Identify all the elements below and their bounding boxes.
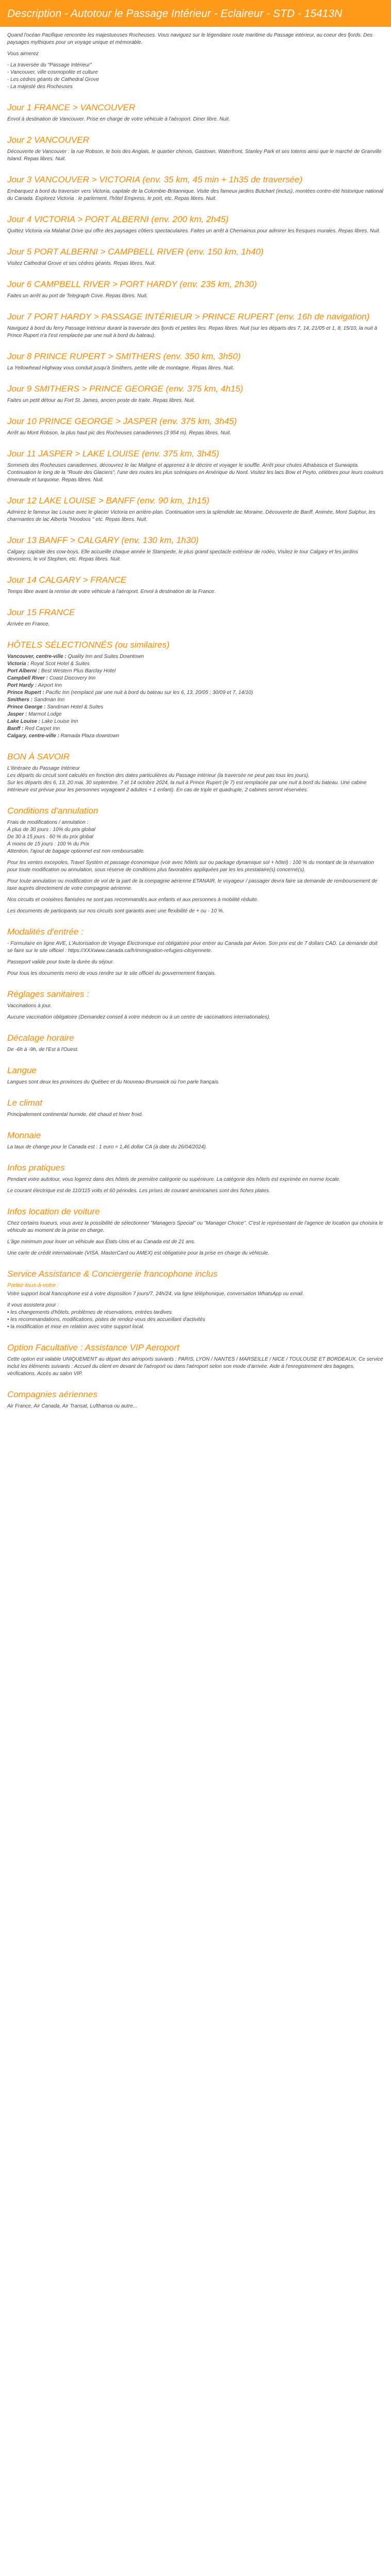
day-title: Jour 3 VANCOUVER > VICTORIA (env. 35 km, 45 min + 1h35 de traversée) [7, 175, 303, 184]
service-para: Votre support local francophone est à votre disposition 7 jours/7, 24h/24, via ligne téléphonique, conversation WhatsApp ou email. [7, 1291, 304, 1297]
service-title: Service Assistance & Conciergerie francophone inclus [7, 1269, 218, 1279]
list-item: - La traversée du "Passage Intérieur" [7, 62, 92, 68]
hotel-city: Prince Rupert : [7, 690, 44, 696]
location-para: L'âge minimum pour louer un véhicule aux États-Unis et au Canada est de 21 ans. [7, 1239, 196, 1245]
conditions-para: Les documents de participants sur nos circuits sont garantis avec une flexibilité de + ou - 10 %. [7, 908, 224, 914]
hotel-item [7, 668, 384, 675]
day-text: Admirez le fameux lac Louise avec le glacier Victoria en arrière-plan. Continuation vers la splendide lac Moraine. Découverte de Banff. Animée, Mont Sulphur, les charmantes de lac Alberta "Hoodoos " etc. Repas libres. Nuit. [7, 510, 376, 522]
hotel-item [7, 704, 384, 711]
langue-title: Langue [7, 1065, 37, 1075]
day-title: Jour 15 FRANCE [7, 607, 75, 617]
hotel-name: Marmot Lodge [28, 711, 62, 717]
hotel-item [7, 653, 384, 660]
hotel-city: Port Alberni : [7, 668, 40, 674]
formalites-title: Modalités d'entrée : [7, 927, 84, 937]
intro-text: Quand l'océan Pacifique rencontre les majestueuses Rocheuses. Vous naviguez sur le légendaire route maritime du Passage intérieur, au coeur des fjords. Des paysages mythiques pour un voyage unique et mémorable. [7, 32, 373, 45]
hotel-city: Victoria : [7, 661, 29, 667]
hotel-city: Campbell River : [7, 675, 48, 681]
hotel-city: Banff : [7, 726, 24, 732]
day-title: Jour 11 JASPER > LAKE LOUISE (env. 375 km, 3h45) [7, 449, 219, 459]
hotel-name: Coast Discovery Inn [49, 675, 96, 681]
hotel-item [7, 682, 384, 689]
hotel-city: Vancouver, centre-ville : [7, 654, 67, 659]
infos-para: Le courant électrique est de 110/115 volts et 60 périodes. Les prises de courant américaines sont des fiches plates. [7, 1188, 270, 1194]
day-title: Jour 8 PRINCE RUPERT > SMITHERS (env. 350 km, 3h50) [7, 351, 241, 361]
conditions-title: Conditions d'annulation [7, 806, 99, 816]
conditions-para: Nos circuits et croisières flanisées ne sont pas recommandés aux enfants et aux personnes à mobilité réduite. [7, 897, 258, 903]
hotel-name: Red Carpet Inn [25, 726, 60, 732]
hotel-name: Airport Inn [38, 683, 62, 688]
day-title: Jour 10 PRINCE GEORGE > JASPER (env. 375 km, 3h45) [7, 416, 237, 426]
hotel-name: Sandman Inn [34, 697, 65, 703]
hotel-city: Port Hardy : [7, 683, 37, 688]
conditions-body [7, 819, 384, 915]
hotel-city: Smithers : [7, 697, 32, 703]
horaire-title: Décalage horaire [7, 1033, 74, 1043]
list-item: - Vancouver, ville cosmopolite et culture [7, 70, 98, 75]
formalites-para: Pour tous les documents merci de vous rendre sur le site officiel du gouvernement français. [7, 971, 216, 976]
day-text: Faites un arrêt au port de Telegraph Cove. Repas libres. Nuit. [7, 293, 148, 299]
hotel-item [7, 660, 384, 668]
hotel-item [7, 697, 384, 704]
day-text: Calgary, capitale des cow-boys. Elle accueille chaque année le Stampede, le plus grand spectacle extérieur de rodéo. Visitez le tour Calgary et les jardins devoniens, le vol Stephen, etc. Repas libres. Nuit. [7, 549, 359, 562]
infos-para: Pendant votre autotour, vous logerez dans des hôtels de première catégorie ou supérieure. La catégorie des hôtels est exprimée en norme locale. [7, 1177, 340, 1182]
day-text: Naviguez à bord du ferry Passage Intérieur durant la traversée des fjords et petites îles. Repas libres. Nuit (sur les départs des 7, 14, 21/05 et 1, 8, 15/10, la nuit à Prince Rupert n'a t'est remplacée par une nuit à bord du bateau). [7, 326, 378, 338]
list-item: - Les cèdres géants de Cathedral Grove [7, 77, 99, 82]
hotel-item [7, 733, 384, 740]
service-para: Il vous assistera pour : • les changements d'hôtels, problèmes de réservations, entrées tardives • les recommandations, modifications, pistes de rendez-vous des accueillant d'activités • la modification et mise en relation avec votre support local. [7, 1302, 205, 1330]
conditions-para: Pour toute annulation ou modification de vol de la part de la compagnie aérienne ETANAIR, le voyageur / passager devra faire sa demande de remboursement de taxe auprès directement de votre compagnie aérienne. [7, 878, 378, 891]
page-title: Description - Autotour le Passage Intérieur - Eclaireur - STD - 15413N [7, 8, 343, 20]
vip-title: Option Facultative : Assistance VIP Aeroport [7, 1343, 180, 1352]
compagnies-text: Air France, Air Canada, Air Transat, Lufthansa ou autre... [7, 1403, 137, 1409]
day-title: Jour 7 PORT HARDY > PASSAGE INTÉRIEUR > PRINCE RUPERT (env. 16h de navigation) [7, 312, 370, 321]
hotel-item [7, 689, 384, 697]
hotel-item [7, 718, 384, 725]
day-title: Jour 9 SMITHERS > PRINCE GEORGE (env. 375 km, 4h15) [7, 384, 243, 394]
conditions-para: Pour les ventes excepoles, Travel Systèm et passage économique (voir avec hôtels sur ou package dynamique sol + hôtel) : 100 % du montant de la réservation pour toute modification ou annulation, sous réserve de conditions plus favorables appliquées par les les prestataire(s) concerné(s). [7, 860, 374, 873]
day-text: Sommets des Rocheuses canadiennes, découvrez le lac Maligne et apprenez à le décrire et voyager le souffle. Arrêt pour chutes Athabasca et Sunwapta. Continuation le long de la "Route des Glaciers", l'une des routes les plus scéniques en Amérique du Nord. Visitez les lacs Bow et Peyto, célèbres pour leurs couleurs émeraude et turquoise. Repas libres. Nuit. [7, 463, 384, 483]
monnaie-title: Monnaie [7, 1130, 41, 1140]
day-text: Arrivée en France. [7, 621, 50, 627]
bon-savoir-text: L'itinéraire du Passage Intérieur Les départs du circuit sont calculés en fonction des dates particulières du Passage intérieur (la traversée ne peut pas tous les jours). Sur les départs des 6, 13, 20 mai, 30 septembre, 7 et 14 octobre 2024, la nuit à Prince Rupert (le 7) est remplacée par une nuit à bord du bateau. Une cabine intérieure est prévue pour les personnes voyageant 2 adultes + 1 enfant). En cas de triple et quadruple, 2 cabines seront réservées. [7, 766, 367, 793]
hotel-city: Lake Louise : [7, 719, 40, 724]
content [0, 27, 391, 1425]
day-title: Jour 1 FRANCE > VANCOUVER [7, 103, 135, 112]
itinerary [7, 102, 384, 628]
climat-title: Le climat [7, 1098, 43, 1108]
hotel-city: Prince George : [7, 704, 46, 710]
horaire-text: De -6h à -9h, de l'Est à l'Ouest. [7, 1047, 79, 1053]
location-title: Infos location de voiture [7, 1207, 100, 1216]
day-text: Temps libre avant la remise de votre véhicule à l'aéroport. Envol à destination de la France. [7, 589, 216, 595]
day-text: Embarquez à bord du traversier vers Victoria, capitale de la Colombie-Britannique. Visite des fameux jardins Butchart (inclus), montées contre-été historique national du Canada. Explorez Victoria : le parlement, l'hôtel Empress, le port, etc. Repas libres. Nuit. [7, 189, 383, 201]
langue-text: Langues sont deux les provinces du Québec et du Nouveau-Brunswick où l'on parle français. [7, 1079, 220, 1085]
formalites-para: Passeport valide pour toute la durée du séjour. [7, 959, 114, 965]
day-text: Visitez Cathedral Grove et ses cèdres géants. Repas libres. Nuit. [7, 261, 156, 266]
day-text: Arrêt au Mont Robson, la plus haut pic des Rocheuses canadiennes (3 954 m). Repas libres. Nuit. [7, 430, 232, 436]
service-subtitle: Parlez-tous-à-votre : [7, 1282, 59, 1289]
list-item: - La majesté des Rocheuses [7, 84, 73, 90]
reglages-title: Réglages sanitaires : [7, 989, 89, 999]
vip-text: Cette option est valable UNIQUEMENT au départ des aéroports suivants : PARIS, LYON / NANTES / MARSEILLE / NICE / TOULOUSE ET BORDEAUX. Ce service inclut les éléments suivants : Accueil du client en devant de l'aéroport ou dans l'aéroport selon son mode d'arrivée. Aide à l'enregistrement des bagages, vérifications. Accès au salon VIP. [7, 1357, 383, 1377]
day-title: Jour 13 BANFF > CALGARY (env. 130 km, 1h30) [7, 535, 199, 545]
climat-text: Principalement continental humide, été chaud et hiver froid. [7, 1112, 143, 1117]
hotel-name: Sandman Hotel & Suites [47, 704, 104, 710]
day-title: Jour 14 CALGARY > FRANCE [7, 575, 127, 585]
day-title: Jour 2 VANCOUVER [7, 135, 89, 145]
hotel-item [7, 675, 384, 682]
conditions-para: Frais de modifications / annulation : À plus de 30 jours : 10% du prix global De 30 à 15 jours : 60 % du prix global À moins de 15 jours : 100 % du Prix Attention, l'ajout de bagage optionnel est non remboursable. [7, 820, 145, 854]
likes-heading: Vous aimerez [7, 51, 39, 57]
hotel-name: Best Western Plus Barclay Hotel [41, 668, 116, 674]
likes-list [7, 62, 384, 91]
hotel-city: Jasper : [7, 711, 27, 717]
day-title: Jour 6 CAMPBELL RIVER > PORT HARDY (env. 235 km, 2h30) [7, 279, 257, 289]
day-text: Envol à destination de Vancouver. Prise en charge de votre véhicule à l'aéroport. Diner libre. Nuit. [7, 116, 230, 122]
hotel-name: Quality Inn and Suites Downtown [68, 654, 144, 659]
day-title: Jour 5 PORT ALBERNI > CAMPBELL RIVER (env. 150 km, 1h40) [7, 247, 264, 257]
day-text: Quittez Victoria via Malahat Drive qui offre des paysages côtiers spectaculaires. Faites un arrêt à Chemainus pour admirer les fresques murales. Repas libres. Nuit. [7, 228, 381, 234]
hotels-list [7, 653, 384, 740]
hotel-name: Lake Louise Inn [41, 719, 78, 724]
reglages-para: Vaccinations à jour. [7, 1003, 52, 1009]
bon-savoir-title: BON À SAVOIR [7, 752, 70, 761]
hotel-name: Pacific Inn (remplacé par une nuit à bord du bateau sur les 6, 13, 20/05 ; 30/09 et 7, 14/10) [45, 690, 253, 696]
hotel-city: Calgary, centre-ville : [7, 733, 59, 739]
infos-title: Infos pratiques [7, 1163, 65, 1173]
hotel-item [7, 711, 384, 718]
formalites-para: - Formulaire en ligne AVE, L'Autorisation de Voyage Électronique est obligatoire pour entrer au Canada par Avion. Son prix est de 7 dollars CAD. La demande doit se faire sur le site officiel : https://XXXwww.canada.ca/fr/immigration-refugies-citoyennete. [7, 941, 378, 954]
day-text: Faites un petit détour au Fort St. James, ancien poste de traite. Repas libres. Nuit. [7, 398, 196, 403]
compagnies-title: Compagnies aériennes [7, 1389, 97, 1399]
location-para: Chez certains loueurs, vous avez la possibilité de sélectionner "Managers Special" ou "Manager Choice". C'est le représentant de l'agence de location qui choisira le véhicule au moment de la prise en charge. [7, 1221, 383, 1233]
hotels-title: HÔTELS SÉLECTIONNÉS (ou similaires) [7, 640, 170, 650]
location-para: Une carte de crédit internationale (VISA, MasterCard ou AMEX) est obligatoire pour la prise en charge du véhicule. [7, 1250, 270, 1256]
day-title: Jour 4 VICTORIA > PORT ALBERNI (env. 200 km, 2h45) [7, 214, 229, 224]
day-text: Découverte de Vancouver : la rue Robson, le bois des Anglais, le quartier chinois, Gastown, Waterfront, Stanley Park et ses totems ainsi que le marché de Granville Island. Repas libres. Nuit. [7, 149, 382, 162]
hotel-name: Royal Scot Hotel & Suites [30, 661, 90, 667]
monnaie-text: La taux de change pour le Canada est : 1 euro = 1,46 dollar CA (à date du 26/04/2024). [7, 1144, 207, 1150]
reglages-para: Aucune vaccination obligatoire (Demandez conseil à votre médecin ou à un centre de vaccinations internationales). [7, 1014, 271, 1020]
page-banner [0, 0, 391, 27]
hotel-item [7, 725, 384, 733]
day-title: Jour 12 LAKE LOUISE > BANFF (env. 90 km, 1h15) [7, 496, 209, 505]
day-text: La Yellowhead Highway vous conduit jusqu'à Smithers, petite ville de montagne. Repas libres. Nuit. [7, 365, 234, 371]
hotel-name: Ramada Plaza downtown [60, 733, 119, 739]
